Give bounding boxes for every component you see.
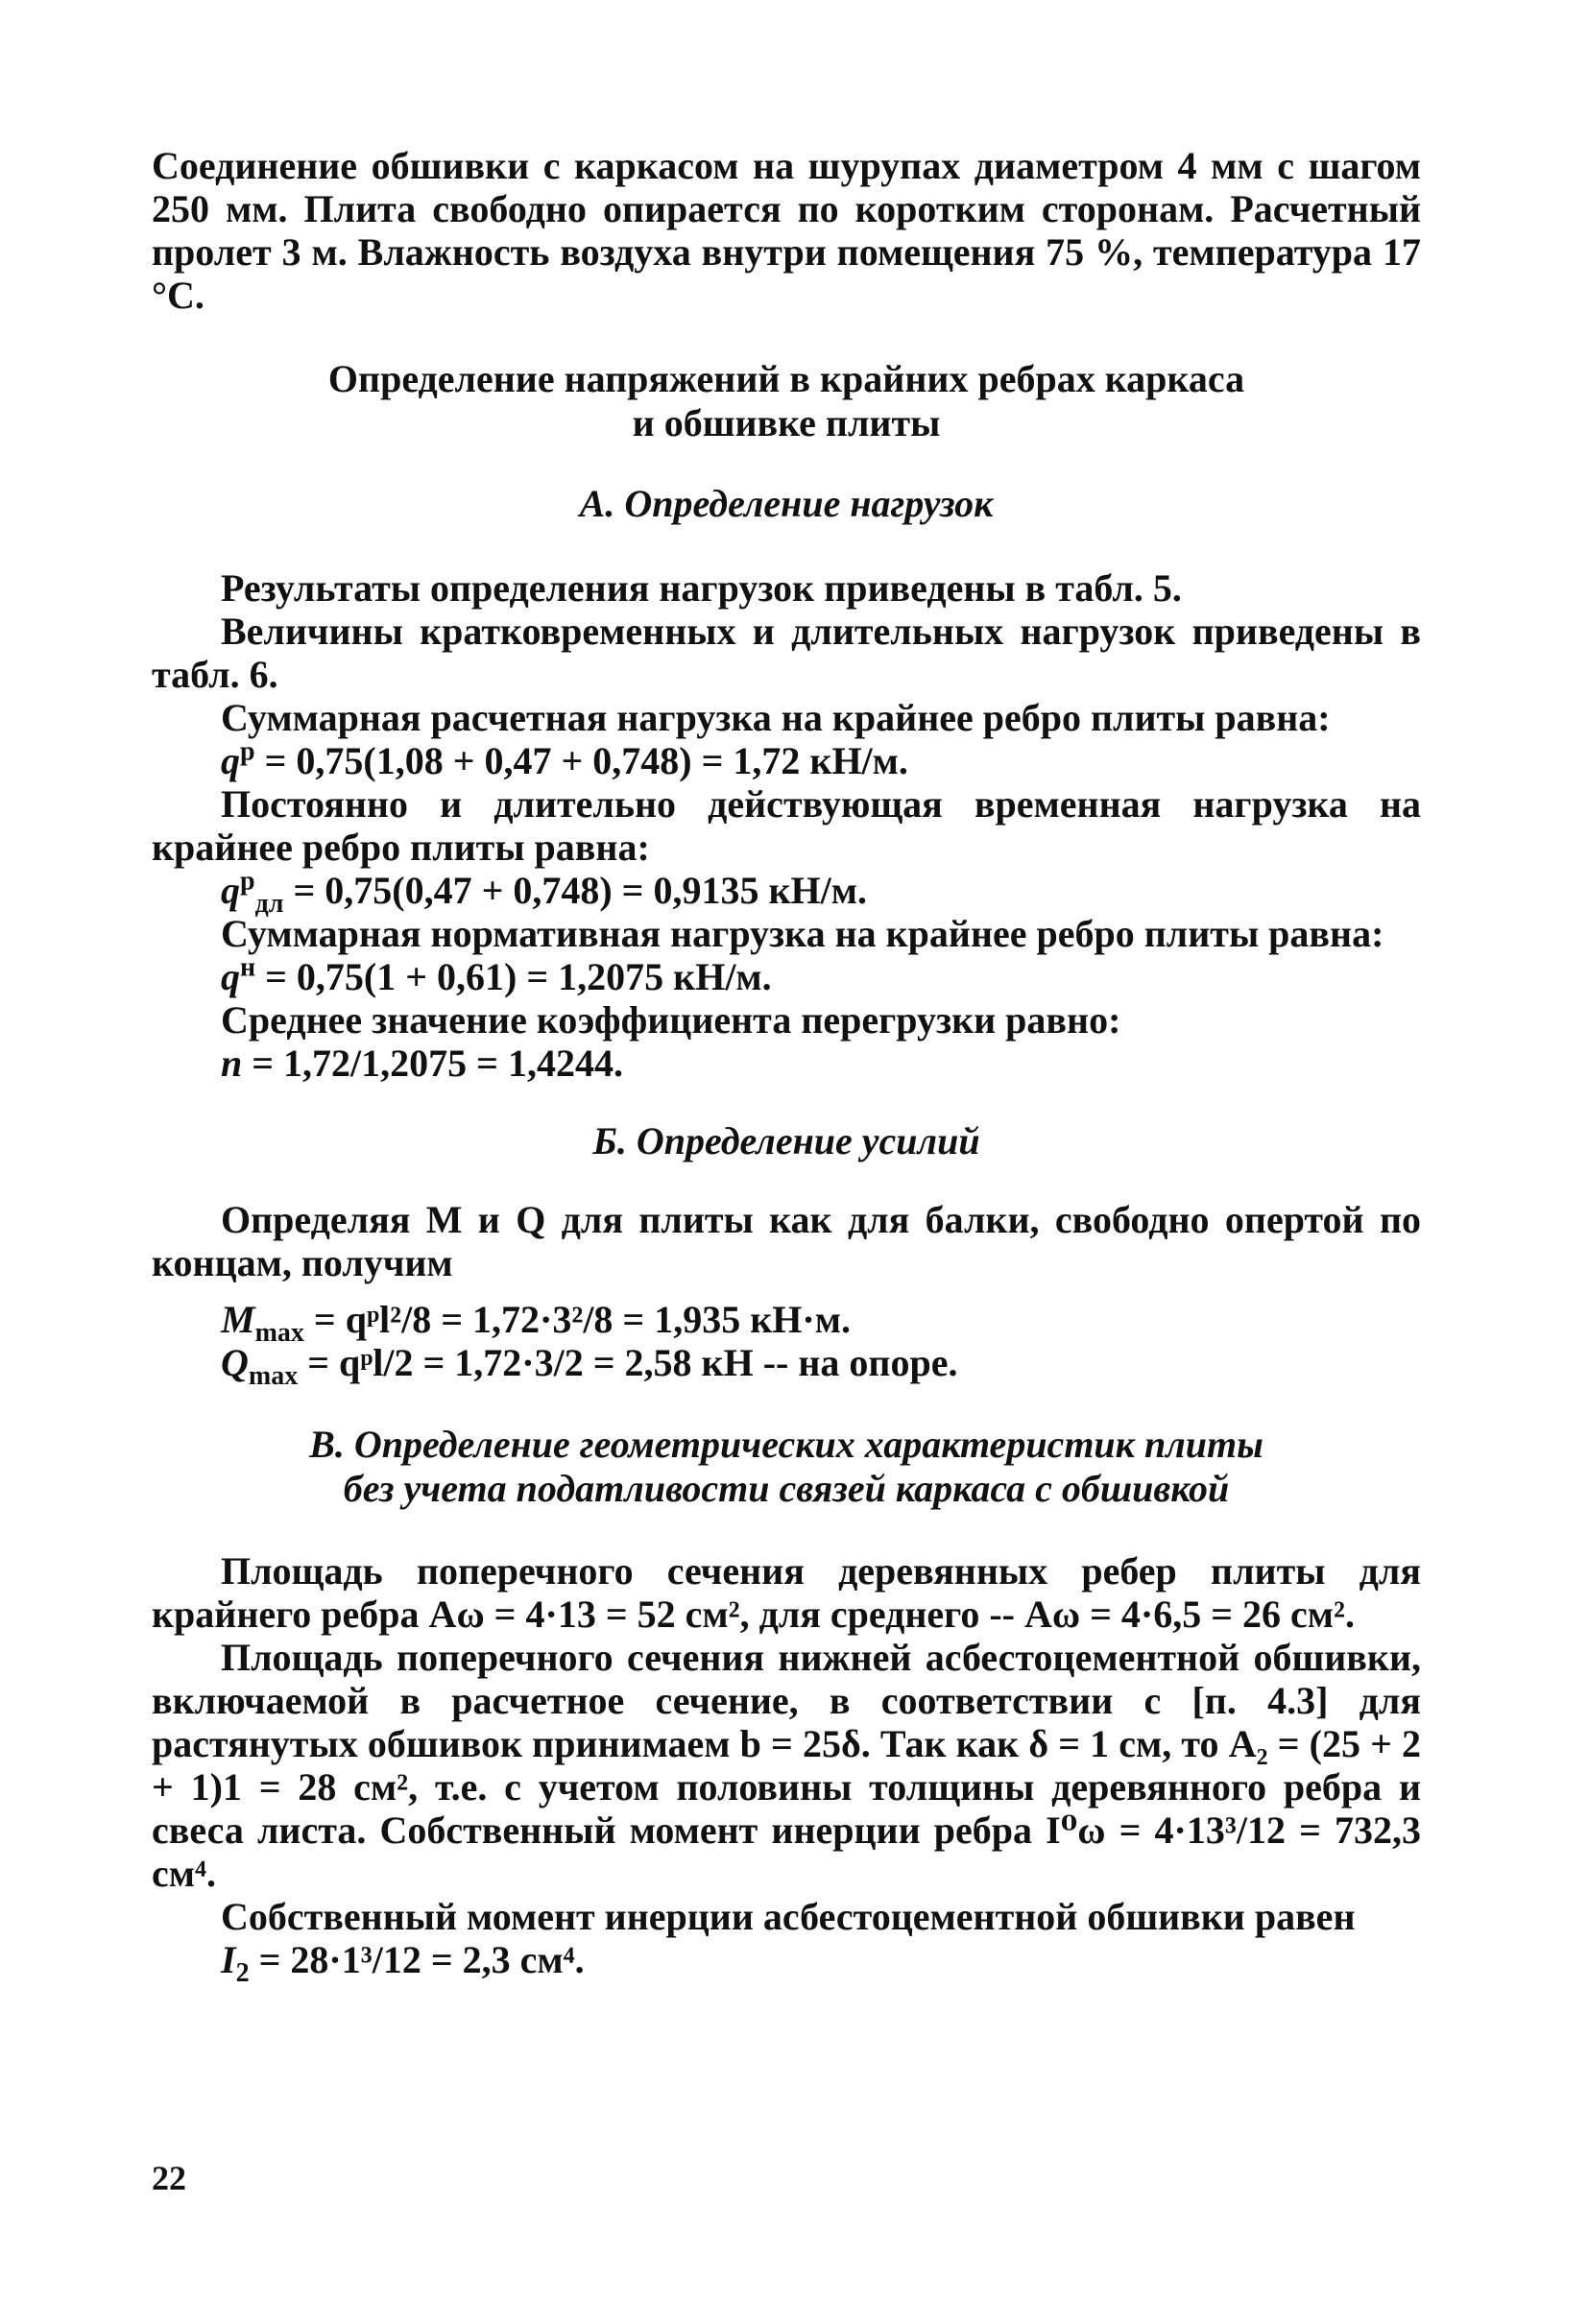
paragraph-a6: Среднее значение коэффициента перегрузки равно: xyxy=(221,998,1121,1042)
paragraph-b1: Определяя M и Q для плиты как для балки, свободно опертой по концам, получим xyxy=(152,1198,1421,1284)
paragraph-a3: Суммарная расчетная нагрузка на крайнее ребро плиты равна: xyxy=(221,696,1331,739)
paragraph-a1: Результаты определения нагрузок приведены в табл. 5. xyxy=(221,566,1182,610)
intro-paragraph: Соединение обшивки с каркасом на шурупах диаметром 4 мм с шагом 250 мм. Плита свободно опирается по коротким сторонам. Расчетный пролет 3 м. Влажность воздуха внутри помещения 75 %, температура 17 °С. xyxy=(152,144,1421,317)
formula-q-design: $q^р = 0,75(1,08 + 0,47 + 0,748) = 1,72$ кН/м. xyxy=(221,736,908,782)
paragraph-c1: Площадь поперечного сечения деревянных ребер плиты для крайнего ребра Aω = 4·13 = 52 см², для среднего -- Aω = 4·6,5 = 26 см². xyxy=(152,1549,1421,1636)
formula-q-normative: $q^н = 0,75(1 + 0,61) = 1,2075$ кН/м. xyxy=(221,952,772,998)
formula-overload-factor: n = 1,72/1,2075 = 1,4244. xyxy=(221,1042,623,1085)
subsection-c-title-line-2: без учета податливости связей каркаса с обшивкой xyxy=(343,1467,1230,1510)
paragraph-a4: Постоянно и длительно действующая временная нагрузка на крайнее ребро плиты равна: xyxy=(152,782,1421,869)
subsection-c-title-line-1: В. Определение геометрических характеристик плиты xyxy=(309,1423,1263,1466)
text-column xyxy=(152,144,1421,1988)
formula-q-max: $Q_{max}$ = qᵖl/2 = 1,72·3/2 = 2,58 кН -- на опоре. xyxy=(221,1341,958,1391)
subsection-a-title: А. Определение нагрузок xyxy=(579,482,994,525)
formula-i2: $I_2 = 28\cdot 1^3/12 = 2,3$ см⁴. xyxy=(221,1938,585,1988)
formula-m-max: $M_{max}$ = qᵖl²/8 = 1,72·3²/8 = 1,935 кН·м. xyxy=(221,1298,851,1348)
paragraph-c2: Площадь поперечного сечения нижней асбестоцементной обшивки, включаемой в расчетное сечение, в соответствии с [п. 4.3] для растянутых обшивок принимаем b = 25δ. Так как δ = 1 см, то A₂ = (25 + 2 + 1)1 = 28 см², т.е. с учетом половины толщины деревянного ребра и свеса листа. Собственный момент инерции ребра I⁰ω = 4·13³/12 = 732,3 см⁴. xyxy=(152,1636,1421,1895)
paragraph-a5: Суммарная нормативная нагрузка на крайнее ребро плиты равна: xyxy=(221,912,1384,955)
paragraph-c3: Собственный момент инерции асбестоцементной обшивки равен xyxy=(221,1895,1356,1938)
page-number: 22 xyxy=(152,2159,186,2197)
section-title-line-2: и обшивке плиты xyxy=(632,401,941,444)
formula-q-long: $q^р_{дл} = 0,75(0,47 + 0,748) = 0,9135$ кН/м. xyxy=(221,866,867,919)
section-title-line-1: Определение напряжений в крайних ребрах каркаса xyxy=(327,357,1245,400)
subsection-b-title: Б. Определение усилий xyxy=(592,1119,980,1162)
paragraph-a2: Величины кратковременных и длительных нагрузок приведены в табл. 6. xyxy=(152,610,1421,696)
